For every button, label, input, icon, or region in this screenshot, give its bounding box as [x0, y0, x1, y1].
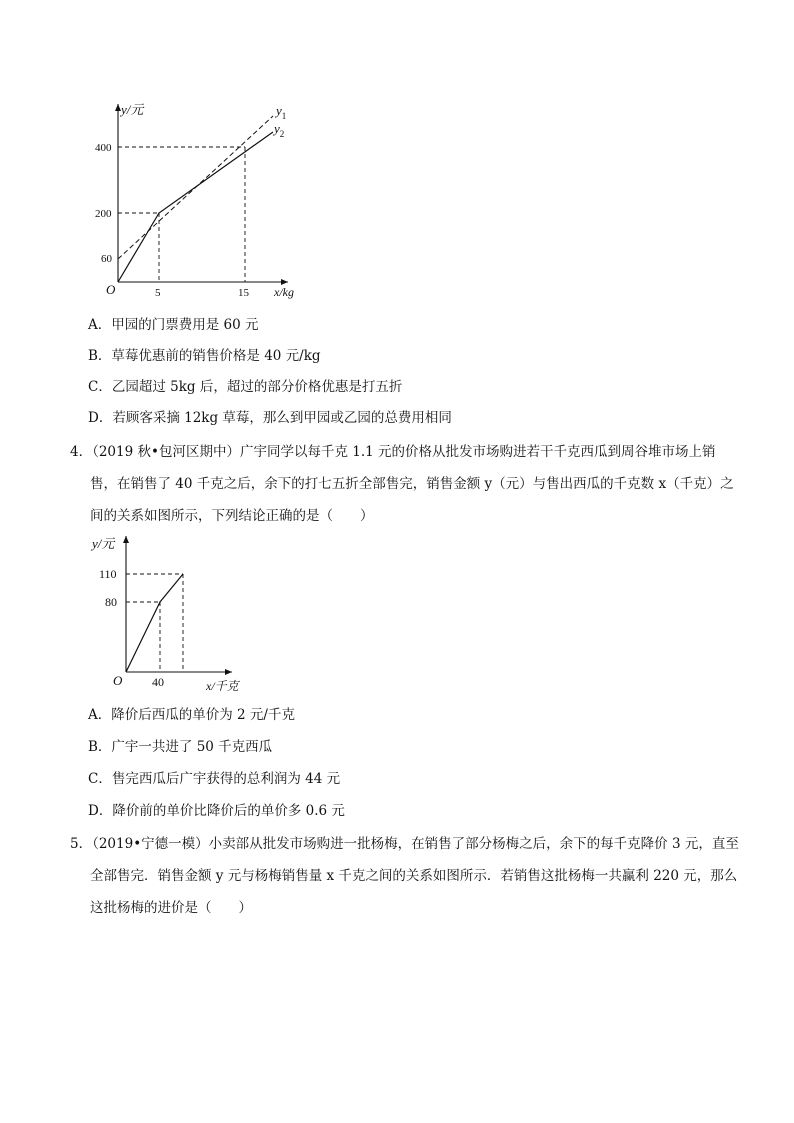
q3-ytick-200: 200 — [95, 208, 112, 220]
q4-y-label: y/元 — [92, 536, 115, 551]
q3-xtick-15: 15 — [238, 287, 249, 299]
q3-x-label: x/kg — [274, 285, 294, 299]
q4-xtick-40: 40 — [152, 675, 164, 689]
q4-option-b: B．广宇一共进了 50 千克西瓜 — [88, 739, 273, 755]
q3-series-y1-label: $y_1$ — [276, 103, 287, 121]
q4-origin: O — [113, 673, 123, 688]
q4-sales-line — [126, 574, 183, 672]
q3-origin: O — [106, 282, 116, 297]
q4-option-c: C．售完西瓜后广宇获得的总利润为 44 元 — [88, 771, 341, 787]
q4-ytick-110: 110 — [99, 567, 117, 581]
q5-stem: 5．（2019•宁德一模）小卖部从批发市场购进一批杨梅，在销售了部分杨梅之后，余下的每千克降价 3 元，直至全部售完．销售金额 y 元与杨梅销售量 x 千克之间的关系如图所示．若销售这批杨梅一共赢利 220 元，那么这批杨梅的进价是（ ） — [70, 836, 739, 916]
q3-ytick-400: 400 — [95, 142, 112, 154]
q4-option-a: A．降价后西瓜的单价为 2 元/千克 — [88, 707, 295, 723]
q3-option-b: B．草莓优惠前的销售价格是 40 元/kg — [88, 348, 321, 364]
q3-series-y2-label: $y_2$ — [274, 121, 285, 139]
q4-graph — [92, 530, 256, 700]
q3-option-c: C．乙园超过 5kg 后，超过的部分价格优惠是打五折 — [88, 379, 403, 395]
q3-line-y2 — [118, 132, 273, 282]
q3-option-d: D．若顾客采摘 12kg 草莓，那么到甲园或乙园的总费用相同 — [88, 410, 452, 426]
q3-y-label: y/元 — [121, 102, 144, 117]
q4-ytick-80: 80 — [105, 595, 117, 609]
q4-x-label: x/千克 — [206, 679, 239, 693]
q3-ytick-60: 60 — [101, 253, 112, 265]
q4-stem: 4．（2019 秋•包河区期中）广宇同学以每千克 1.1 元的价格从批发市场购进若干千克西瓜到周谷堆市场上销售，在销售了 40 千克之后，余下的打七五折全部售完，销售金额 y（元）与售出西瓜的千克数 x（千克）之间的关系如图所示，下列结论正确的是（ ） — [70, 444, 734, 524]
q3-graph — [90, 96, 330, 306]
q3-xtick-5: 5 — [155, 287, 161, 299]
q3-option-a: A．甲园的门票费用是 60 元 — [88, 317, 259, 333]
q4-option-d: D．降价前的单价比降价后的单价多 0.6 元 — [88, 803, 345, 819]
